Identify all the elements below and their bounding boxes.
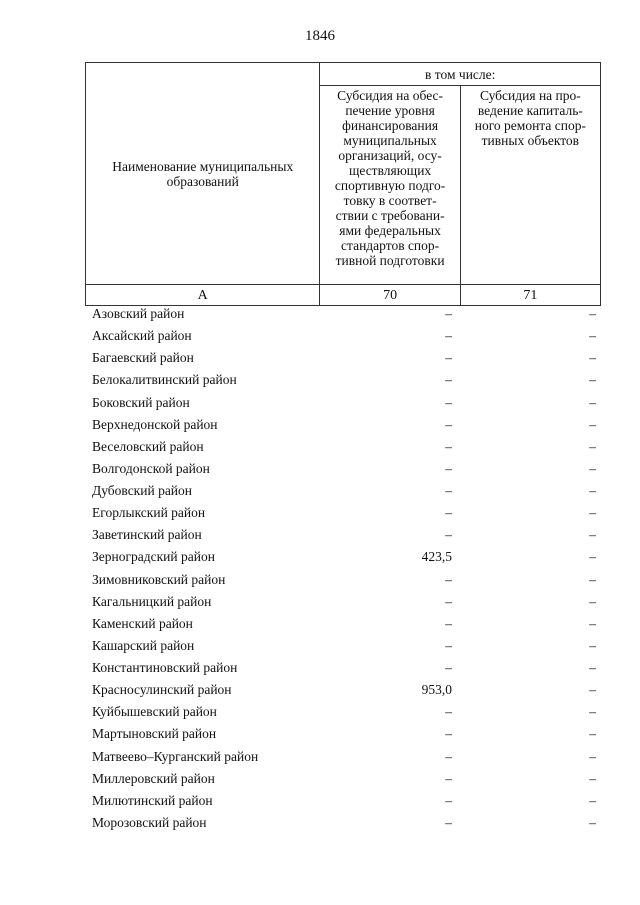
- name-column-header: Наименование муниципальных образований: [86, 63, 320, 285]
- district-name: Верхнедонской район: [92, 416, 218, 432]
- column-70-header-line: ществляющих: [348, 163, 432, 178]
- column-70-header-line: ствии с требовани-: [335, 208, 445, 223]
- district-name: Красносулинский район: [92, 682, 232, 698]
- column-70-header-line: организаций, осу-: [338, 148, 442, 163]
- district-name: Кашарский район: [92, 637, 195, 653]
- column-70-header: [320, 86, 460, 285]
- district-name: Веселовский район: [92, 438, 204, 454]
- table-row: [92, 746, 602, 768]
- value-71: –: [589, 726, 596, 742]
- value-70: –: [445, 571, 452, 587]
- value-70: –: [445, 416, 452, 432]
- value-70: –: [445, 505, 452, 521]
- table-row: [92, 369, 602, 391]
- value-71: –: [589, 438, 596, 454]
- table-row: [92, 325, 602, 347]
- value-71: –: [589, 416, 596, 432]
- table-row: [92, 657, 602, 679]
- value-71: –: [589, 682, 596, 698]
- table-row: [92, 635, 602, 657]
- value-70: –: [445, 306, 452, 321]
- value-71: –: [589, 527, 596, 543]
- column-70-header-line: товку в соответ-: [343, 193, 437, 208]
- table-row: [92, 812, 602, 834]
- value-71: –: [589, 748, 596, 764]
- value-71: –: [589, 571, 596, 587]
- index-70: 70: [320, 285, 460, 306]
- column-71-header-line: ного ремонта спор-: [474, 118, 586, 133]
- column-71-header-line: тивных объектов: [481, 133, 580, 148]
- value-71: –: [589, 704, 596, 720]
- table-row: [92, 436, 602, 458]
- value-71: –: [589, 394, 596, 410]
- district-name: Багаевский район: [92, 350, 194, 366]
- district-name: Егорлыкский район: [92, 505, 206, 521]
- value-71: –: [589, 505, 596, 521]
- value-71: –: [589, 549, 596, 565]
- district-name: Аксайский район: [92, 328, 192, 344]
- value-71: –: [589, 328, 596, 344]
- value-71: –: [589, 593, 596, 609]
- value-70: –: [445, 460, 452, 476]
- value-70: –: [445, 394, 452, 410]
- value-70: –: [445, 615, 452, 631]
- district-name: Миллеровский район: [92, 770, 215, 786]
- value-71: –: [589, 372, 596, 388]
- value-70: –: [445, 792, 452, 808]
- table-body: [92, 303, 602, 834]
- value-70: –: [445, 660, 452, 675]
- value-71: –: [589, 792, 596, 808]
- value-71: –: [589, 637, 596, 653]
- district-name: Милютинский район: [92, 792, 213, 808]
- district-name: Зерноградский район: [92, 549, 215, 565]
- district-name: Константиновский район: [92, 660, 238, 675]
- including-header: в том числе:: [320, 63, 601, 86]
- value-70: –: [445, 438, 452, 454]
- district-name: Мартыновский район: [92, 726, 217, 742]
- district-name: Матвеево–Курганский район: [92, 748, 259, 764]
- column-70-header-line: печение уровня: [345, 103, 435, 118]
- column-71-header-line: Субсидия на про-: [479, 88, 581, 103]
- value-70: 953,0: [421, 682, 452, 698]
- table-row: [92, 546, 602, 568]
- value-71: –: [589, 483, 596, 498]
- value-70: –: [445, 350, 452, 366]
- district-name: Зимовниковский район: [92, 571, 226, 587]
- value-70: –: [445, 814, 452, 830]
- column-70-header-line: спортивную подго-: [334, 178, 446, 193]
- index-71: 71: [460, 285, 600, 306]
- district-name: Каменский район: [92, 615, 193, 631]
- value-71: –: [589, 814, 596, 830]
- table-row: [92, 569, 602, 591]
- column-70-header-line: тивной подготовки: [335, 253, 445, 268]
- table-header: [85, 62, 601, 306]
- table-row: [92, 591, 602, 613]
- value-70: –: [445, 328, 452, 344]
- table-row: [92, 392, 602, 414]
- value-70: –: [445, 704, 452, 720]
- table-row: [92, 480, 602, 502]
- district-name: Заветинский район: [92, 527, 202, 543]
- district-name: Дубовский район: [92, 483, 193, 498]
- table-row: [92, 723, 602, 745]
- column-70-header-line: муниципальных: [343, 133, 437, 148]
- column-71-header-line: ведение капиталь-: [477, 103, 583, 118]
- value-70: –: [445, 726, 452, 742]
- table-row: [92, 524, 602, 546]
- value-71: –: [589, 615, 596, 631]
- table-row: [92, 613, 602, 635]
- value-71: –: [589, 350, 596, 366]
- page-number: 1846: [305, 28, 335, 44]
- value-71: –: [589, 306, 596, 321]
- table-row: [92, 679, 602, 701]
- value-70: 423,5: [421, 549, 452, 565]
- district-name: Боковский район: [92, 394, 190, 410]
- table-row: [92, 414, 602, 436]
- value-71: –: [589, 660, 596, 675]
- district-name: Куйбышевский район: [92, 704, 217, 720]
- table-row: [92, 701, 602, 723]
- value-70: –: [445, 593, 452, 609]
- column-70-header-line: ями федеральных: [339, 223, 441, 238]
- value-70: –: [445, 770, 452, 786]
- value-70: –: [445, 372, 452, 388]
- district-name: Волгодонской район: [92, 460, 210, 476]
- value-70: –: [445, 637, 452, 653]
- column-70-header-line: стандартов спор-: [341, 238, 440, 253]
- table-row: [92, 303, 602, 325]
- table-row: [92, 347, 602, 369]
- table-row: [92, 768, 602, 790]
- table-row: [92, 502, 602, 524]
- value-70: –: [445, 527, 452, 543]
- table-row: [92, 790, 602, 812]
- district-name: Белокалитвинский район: [92, 372, 237, 388]
- value-70: –: [445, 748, 452, 764]
- column-71-header: [460, 86, 600, 285]
- value-71: –: [589, 770, 596, 786]
- value-70: –: [445, 483, 452, 498]
- index-name: А: [86, 285, 320, 306]
- table-row: [92, 458, 602, 480]
- column-70-header-line: Субсидия на обес-: [337, 88, 444, 103]
- district-name: Морозовский район: [92, 814, 207, 830]
- district-name: Азовский район: [92, 306, 185, 321]
- district-name: Кагальницкий район: [92, 593, 212, 609]
- value-71: –: [589, 460, 596, 476]
- column-70-header-line: финансирования: [342, 118, 439, 133]
